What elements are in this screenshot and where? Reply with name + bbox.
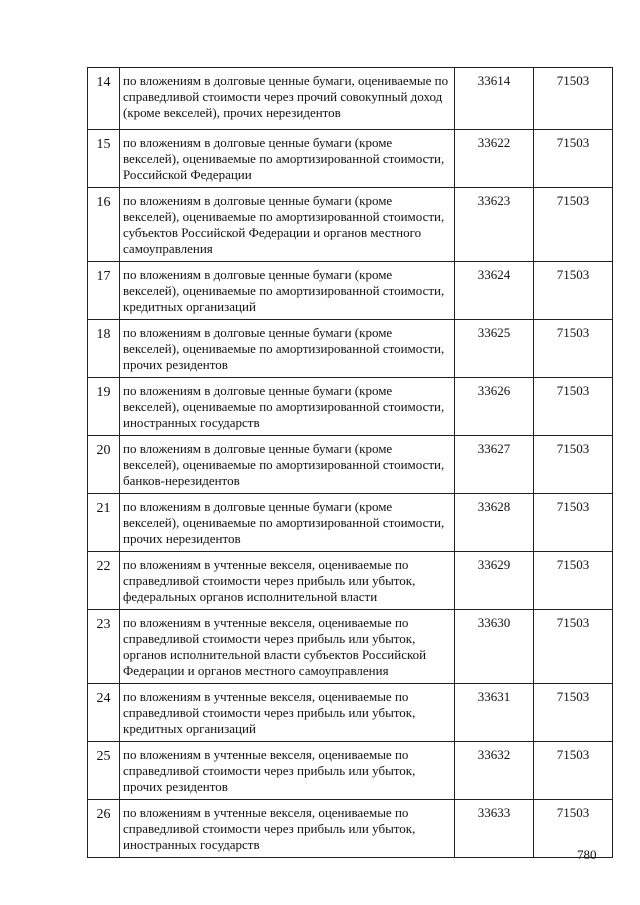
row-number: 17 bbox=[88, 262, 120, 320]
table-row bbox=[88, 494, 613, 552]
corresponding-account: 71503 bbox=[534, 436, 613, 494]
row-number: 19 bbox=[88, 378, 120, 436]
row-description: по вложениям в долговые ценные бумаги (кроме векселей), оцениваемые по амортизированной стоимости, банков-нерезидентов bbox=[120, 436, 455, 494]
account-number: 33627 bbox=[455, 436, 534, 494]
account-number: 33630 bbox=[455, 610, 534, 684]
table-row bbox=[88, 262, 613, 320]
account-number: 33622 bbox=[455, 130, 534, 188]
table-row bbox=[88, 436, 613, 494]
row-number: 25 bbox=[88, 742, 120, 800]
row-number: 20 bbox=[88, 436, 120, 494]
corresponding-account: 71503 bbox=[534, 378, 613, 436]
row-description: по вложениям в долговые ценные бумаги, оцениваемые по справедливой стоимости через прочий совокупный доход (кроме векселей), прочих нерезидентов bbox=[120, 68, 455, 130]
table-row bbox=[88, 188, 613, 262]
account-number: 33614 bbox=[455, 68, 534, 130]
accounts-table bbox=[87, 67, 613, 858]
row-description: по вложениям в учтенные векселя, оцениваемые по справедливой стоимости через прибыль или убыток, кредитных организаций bbox=[120, 684, 455, 742]
corresponding-account: 71503 bbox=[534, 262, 613, 320]
account-number: 33629 bbox=[455, 552, 534, 610]
row-number: 18 bbox=[88, 320, 120, 378]
corresponding-account: 71503 bbox=[534, 800, 613, 858]
accounts-table-body bbox=[88, 68, 613, 858]
table-row bbox=[88, 552, 613, 610]
row-description: по вложениям в долговые ценные бумаги (кроме векселей), оцениваемые по амортизированной стоимости, иностранных государств bbox=[120, 378, 455, 436]
account-number: 33625 bbox=[455, 320, 534, 378]
account-number: 33623 bbox=[455, 188, 534, 262]
row-number: 14 bbox=[88, 68, 120, 130]
row-description: по вложениям в учтенные векселя, оцениваемые по справедливой стоимости через прибыль или убыток, органов исполнительной власти субъектов Российской Федерации и органов местного самоуправления bbox=[120, 610, 455, 684]
table-row bbox=[88, 130, 613, 188]
account-number: 33631 bbox=[455, 684, 534, 742]
corresponding-account: 71503 bbox=[534, 68, 613, 130]
table-row bbox=[88, 378, 613, 436]
row-number: 24 bbox=[88, 684, 120, 742]
corresponding-account: 71503 bbox=[534, 320, 613, 378]
account-number: 33624 bbox=[455, 262, 534, 320]
corresponding-account: 71503 bbox=[534, 610, 613, 684]
row-number: 16 bbox=[88, 188, 120, 262]
table-row bbox=[88, 684, 613, 742]
corresponding-account: 71503 bbox=[534, 494, 613, 552]
row-number: 21 bbox=[88, 494, 120, 552]
row-number: 23 bbox=[88, 610, 120, 684]
corresponding-account: 71503 bbox=[534, 552, 613, 610]
account-number: 33632 bbox=[455, 742, 534, 800]
table-row bbox=[88, 800, 613, 858]
row-description: по вложениям в учтенные векселя, оцениваемые по справедливой стоимости через прибыль или убыток, федеральных органов исполнительной власти bbox=[120, 552, 455, 610]
account-number: 33626 bbox=[455, 378, 534, 436]
account-number: 33628 bbox=[455, 494, 534, 552]
row-description: по вложениям в долговые ценные бумаги (кроме векселей), оцениваемые по амортизированной стоимости, прочих нерезидентов bbox=[120, 494, 455, 552]
table-row bbox=[88, 68, 613, 130]
account-number: 33633 bbox=[455, 800, 534, 858]
corresponding-account: 71503 bbox=[534, 684, 613, 742]
corresponding-account: 71503 bbox=[534, 130, 613, 188]
row-number: 26 bbox=[88, 800, 120, 858]
row-number: 15 bbox=[88, 130, 120, 188]
row-description: по вложениям в учтенные векселя, оцениваемые по справедливой стоимости через прибыль или убыток, иностранных государств bbox=[120, 800, 455, 858]
corresponding-account: 71503 bbox=[534, 742, 613, 800]
row-description: по вложениям в долговые ценные бумаги (кроме векселей), оцениваемые по амортизированной стоимости, кредитных организаций bbox=[120, 262, 455, 320]
table-row bbox=[88, 610, 613, 684]
table-row bbox=[88, 742, 613, 800]
row-description: по вложениям в долговые ценные бумаги (кроме векселей), оцениваемые по амортизированной стоимости, прочих резидентов bbox=[120, 320, 455, 378]
row-number: 22 bbox=[88, 552, 120, 610]
row-description: по вложениям в долговые ценные бумаги (кроме векселей), оцениваемые по амортизированной стоимости, субъектов Российской Федерации и органов местного самоуправления bbox=[120, 188, 455, 262]
page-number: 780 bbox=[577, 847, 597, 862]
row-description: по вложениям в учтенные векселя, оцениваемые по справедливой стоимости через прибыль или убыток, прочих резидентов bbox=[120, 742, 455, 800]
row-description: по вложениям в долговые ценные бумаги (кроме векселей), оцениваемые по амортизированной стоимости, Российской Федерации bbox=[120, 130, 455, 188]
corresponding-account: 71503 bbox=[534, 188, 613, 262]
table-row bbox=[88, 320, 613, 378]
